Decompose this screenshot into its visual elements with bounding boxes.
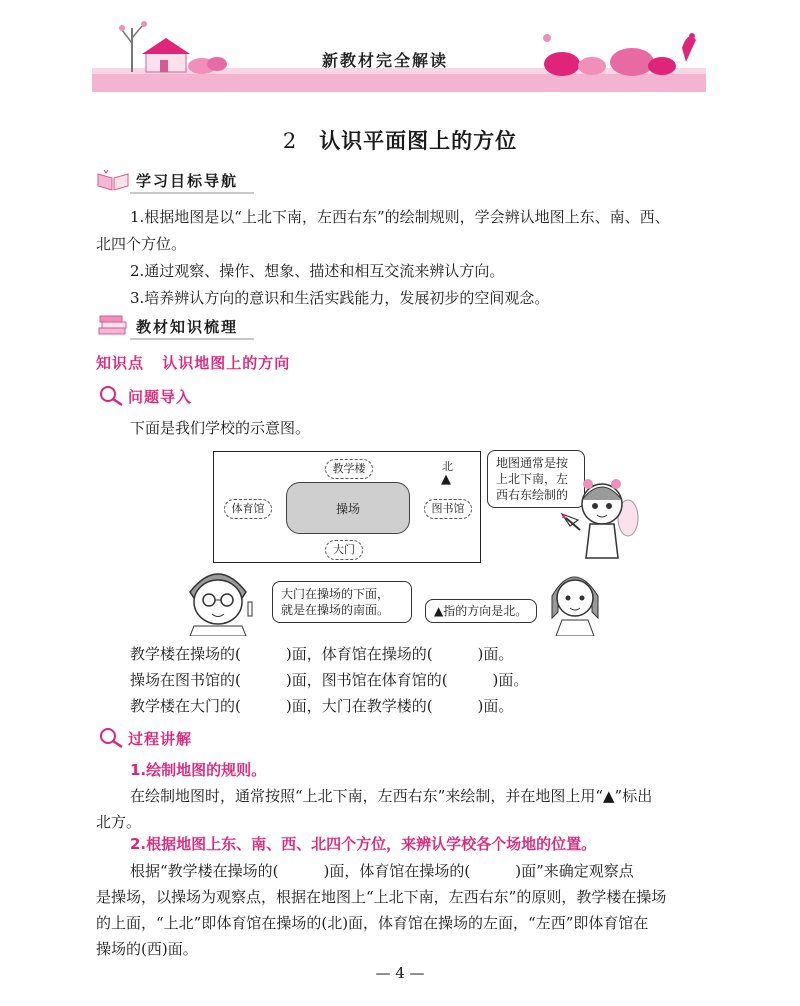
boy-illustration (180, 562, 262, 636)
goal-item: 3.培养辨认方向的意识和生活实践能力，发展初步的空间观念。 (130, 289, 550, 307)
question-line: 操场在图书馆的( )面，图书馆在体育馆的( )面。 (130, 671, 529, 689)
intro-heading: 问题导入 (98, 385, 192, 407)
knowledge-underline (130, 338, 254, 340)
girl-illustration (540, 562, 610, 636)
knowledge-point-label: 知识点 (96, 354, 145, 372)
process-heading: 过程讲解 (98, 727, 192, 749)
rule2-title: 2.根据地图上东、南、西、北四个方位，来辨认学校各个场地的位置。 (130, 835, 597, 853)
rule1-line: 在绘制地图时，通常按照“上北下南，左西右东”来绘制，并在地图上用“▲”标出 (130, 787, 653, 805)
knowledge-heading: 教材知识梳理 (96, 314, 238, 338)
goals-underline (130, 192, 254, 194)
map-gate: 大门 (325, 540, 363, 560)
rule1-line: 北方。 (96, 813, 142, 831)
rule2-line: 根据“教学楼在操场的( )面，体育馆在操场的( )面”来确定观察点 (130, 862, 634, 880)
speech-bubble-girl-bottom: ▲指的方向是北。 (425, 599, 537, 623)
magnifier-icon (98, 385, 124, 407)
page-number: — 4 — (375, 964, 425, 982)
speech-bubble-girl-top: 地图通常是按 上北下南，左 西右东绘制的 (487, 450, 585, 508)
chapter-title-text: 认识平面图上的方位 (319, 129, 518, 153)
map-north-label: 北 (442, 460, 453, 473)
question-line: 教学楼在操场的( )面，体育馆在操场的( )面。 (130, 645, 514, 663)
knowledge-point-title: 认识地图上的方向 (162, 354, 291, 372)
goal-item: 北四个方位。 (96, 235, 187, 253)
chapter-number: 2 (282, 129, 298, 153)
goal-item: 2.通过观察、操作、想象、描述和相互交流来辨认方向。 (130, 262, 505, 280)
open-book-icon (96, 168, 130, 192)
rule1-title: 1.绘制地图的规则。 (130, 761, 267, 779)
chapter-title (0, 125, 800, 155)
map-playground: 操场 (286, 482, 410, 534)
rule2-line: 是操场，以操场为观察点，根据在地图上“上北下南，左西右东”的原则，教学楼在操场 (96, 888, 667, 906)
map-gym: 体育馆 (224, 499, 272, 519)
rule2-line: 操场的(西)面。 (96, 940, 198, 958)
school-map (213, 451, 481, 563)
map-teaching-building: 教学楼 (325, 459, 373, 479)
north-arrow-icon: ▲ (441, 472, 451, 487)
goals-heading: 学习目标导航 (96, 168, 238, 192)
magnifier-icon (98, 727, 124, 749)
book-title: 新教材完全解读 (321, 51, 448, 70)
intro-text: 下面是我们学校的示意图。 (130, 419, 311, 437)
map-library: 图书馆 (424, 499, 472, 519)
knowledge-point (96, 352, 290, 373)
speech-bubble-boy: 大门在操场的下面， 就是在操场的南面。 (272, 581, 412, 623)
rule2-line: 的上面，“上北”即体育馆在操场的(北)面，体育馆在操场的左面，“左西”即体育馆在 (96, 914, 649, 932)
fairy-girl-illustration (560, 470, 640, 562)
stacked-books-icon (96, 314, 130, 338)
question-line: 教学楼在大门的( )面，大门在教学楼的( )面。 (130, 697, 514, 715)
goal-item: 1.根据地图是以“上北下南，左西右东”的绘制规则，学会辨认地图上东、南、西、 (130, 208, 670, 226)
